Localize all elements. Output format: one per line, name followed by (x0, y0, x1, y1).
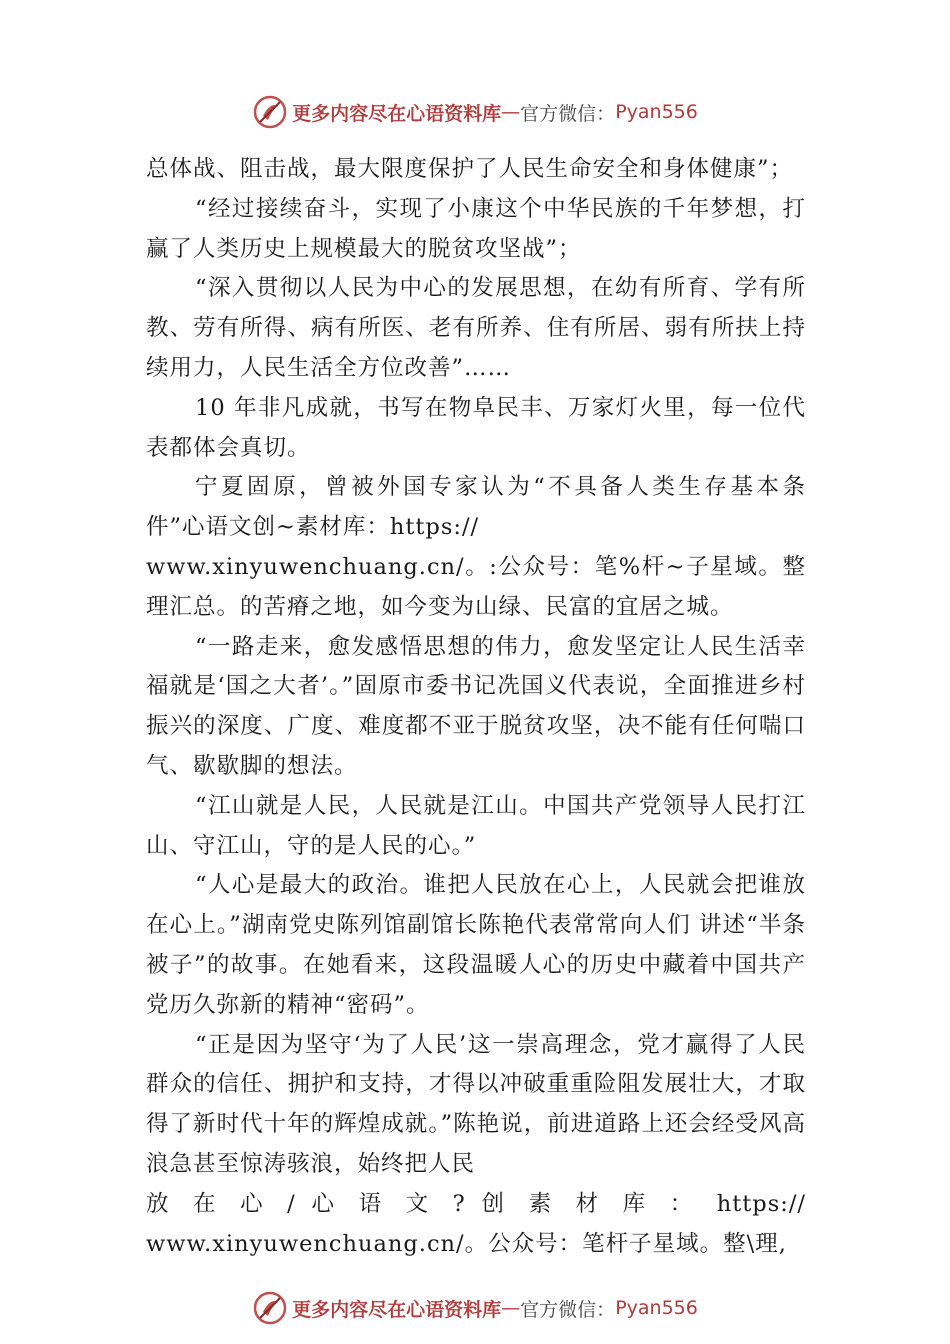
logo-icon (252, 1290, 288, 1326)
paragraph-8: “江山就是人民，人民就是江山。中国共产党领导人民打江山、守江山，守的是人民的心。” (146, 792, 806, 859)
paragraph-11: 放 在 心 / 心 语 文 ? 创 素 材 库 ： https:// (146, 1190, 806, 1217)
paragraph-10: “正是因为坚守‘为了人民’这一崇高理念，党才赢得了人民群众的信任、拥护和支持，才得以冲破重重险阻发展壮大，才取得了新时代十年的辉煌成就。”陈艳说，前进道路上还会经受风高浪急甚至惊涛骇浪，始终把人民 (146, 1031, 806, 1177)
footer-banner (0, 1288, 950, 1328)
article-body (146, 150, 806, 1264)
footer-wechat-id: Pyan556 (615, 1297, 698, 1319)
paragraph-2: “经过接续奋斗，实现了小康这个中华民族的千年梦想，打赢了人类历史上规模最大的脱贫攻坚战”； (146, 195, 806, 262)
header-separator: — (501, 101, 521, 123)
footer-main-text: 更多内容尽在心语资料库 (292, 1298, 502, 1321)
footer-label: 官方微信： (520, 1298, 616, 1321)
header-label: 官方微信： (520, 102, 616, 125)
paragraph-1: 总体战、阻击战，最大限度保护了人民生命安全和身体健康”； (146, 156, 794, 182)
paragraph-7: “一路走来，愈发感悟思想的伟力，愈发坚定让人民生活幸福就是‘国之大者’。”固原市委书记冼国义代表说，全面推进乡村振兴的深度、广度、难度都不亚于脱贫攻坚，决不能有任何喘口气、歇歇脚的想法。 (146, 633, 806, 779)
paragraph-5: 宁夏固原，曾被外国专家认为“不具备人类生存基本条件”心语文创~素材库：https:// (146, 474, 806, 541)
paragraph-12: www.xinyuwenchuang.cn/。公众号：笔杆子星域。整\理, (146, 1230, 787, 1257)
header-main-text: 更多内容尽在心语资料库 (292, 102, 502, 125)
header-banner (0, 92, 950, 132)
paragraph-4: 10 年非凡成就，书写在物阜民丰、万家灯火里，每一位代表都体会真切。 (146, 394, 806, 461)
header-wechat-id: Pyan556 (615, 101, 698, 123)
paragraph-3: “深入贯彻以人民为中心的发展思想，在幼有所育、学有所教、劳有所得、病有所医、老有所养、住有所居、弱有所扶上持续用力，人民生活全方位改善”…… (146, 275, 806, 381)
logo-icon (252, 94, 288, 130)
paragraph-9: “人心是最大的政治。谁把人民放在心上，人民就会把谁放在心上。”湖南党史陈列馆副馆长陈艳代表常常向人们 讲述“半条被子”的故事。在她看来，这段温暖人心的历史中藏着中国共产党历久弥新的精神“密码”。 (146, 872, 806, 1018)
footer-separator: — (501, 1297, 521, 1319)
paragraph-6: www.xinyuwenchuang.cn/。:公众号：笔%杆~子星域。整理汇总。的苦瘠之地，如今变为山绿、民富的宜居之城。 (146, 553, 806, 620)
